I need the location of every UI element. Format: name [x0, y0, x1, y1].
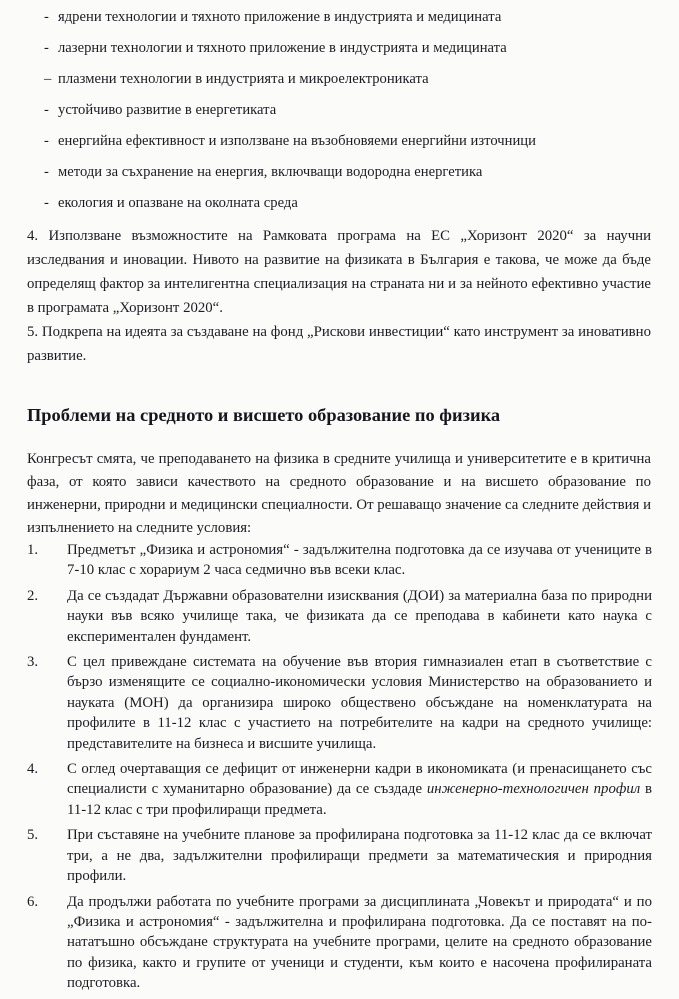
emphasized-profile-name: инженерно-технологичен профил	[426, 781, 641, 798]
list-item	[44, 39, 664, 70]
numbered-item	[27, 892, 652, 994]
list-item	[44, 132, 664, 163]
dash-marker: –	[44, 71, 52, 87]
list-item-text: енергийна ефективност и използване на възобновяеми енергийни източници	[58, 133, 536, 149]
list-item	[44, 8, 664, 39]
list-item-text: плазмени технологии в индустрията и микроелектрониката	[58, 71, 429, 87]
item-text: Да продължи работата по учебните програми за дисциплината „Човекът и природата“ и по „Физика и астрономия“ - задължителна и профилирана подготовка. Да се поставят на по-нататъшно обсъждане структурата на учебните програми, целите на средното образование по физика, както и групите от ученици и студенти, към които е насочена профилираната подготовка.	[67, 893, 652, 992]
dash-marker: -	[44, 102, 49, 118]
numbered-item	[27, 540, 652, 581]
paragraph-risk-fund: 5. Подкрепа на идеята за създаване на фонд „Рискови инвестиции“ като инструмент за иновативно развитие.	[27, 324, 651, 364]
item-number: 1.	[27, 542, 39, 558]
dash-marker: -	[44, 195, 49, 211]
item-number: 2.	[27, 587, 39, 604]
item-text: С цел привеждане системата на обучение във втория гимназиален етап в съответствие с бързо изменящите се социално-икономически условия Министерство на образованието и науката (МОН) да организира широко обществено обсъждане на номенклатурата на профилите в 11-12 клас с участието на потребителите на кадри на средното училище: представителите на бизнеса и висшите училища.	[67, 654, 652, 752]
list-item-text: методи за съхранение на енергия, включващи водородна енергетика	[58, 164, 483, 180]
list-item	[44, 194, 664, 225]
numbered-item	[27, 759, 652, 820]
numbered-item	[27, 825, 652, 886]
dash-marker: -	[44, 40, 49, 56]
list-item	[44, 163, 664, 194]
dash-marker: -	[44, 9, 49, 25]
item-number: 5.	[27, 827, 39, 844]
item-text: При съставяне на учебните планове за профилирана подготовка за 11-12 клас да се включат три, а не два, задължителни профилиращи предмети за математическия и природния профили.	[67, 827, 652, 885]
list-item-text: устойчиво развитие в енергетиката	[58, 102, 277, 118]
dash-marker: -	[44, 164, 49, 180]
item-text: Да се създадат Държавни образователни изисквания (ДОИ) за материална база по природни науки във всяко училище така, че физиката да се преподава в кабинети като наука с експериментален фундамент.	[67, 587, 652, 645]
item-number: 4.	[27, 761, 39, 778]
technology-areas-list	[44, 8, 664, 225]
item-number: 3.	[27, 654, 39, 671]
item-text-end: в 11-12 клас с три профилиращи предмета.	[67, 781, 652, 818]
dash-marker: -	[44, 133, 49, 149]
item-text	[67, 759, 652, 820]
list-item-text: лазерни технологии и тяхното приложение в индустрията и медицината	[58, 40, 507, 56]
section-heading: Проблеми на средното и висшето образование по физика	[27, 405, 501, 425]
item-text: Предметът „Физика и астрономия“ - задължителна подготовка да се изучава от учениците в 7-10 клас с хорариум 2 часа седмично във всеки клас.	[67, 542, 652, 579]
list-item-text: екология и опазване на околната среда	[58, 195, 298, 211]
numbered-item	[27, 586, 652, 647]
list-item-text: ядрени технологии и тяхното приложение в индустрията и медицината	[58, 9, 502, 25]
list-item	[44, 101, 664, 132]
intro-paragraph: Конгресът смята, че преподаването на физика в средните училища и университетите е в критична фаза, от която зависи качеството на средното образование и на висшето образование по инженерни, природни и медицински специалности. От решаващо значение са следните действия и изпълнението на следните условия:	[27, 451, 651, 536]
item-number: 6.	[27, 893, 39, 910]
numbered-conditions-list	[27, 540, 652, 999]
item-text-start: С оглед очертаващия се дефицит от инженерни кадри в икономиката (и пренасищането със специалисти с хуманитарно образование) да се създаде	[67, 761, 652, 798]
list-item	[44, 70, 664, 101]
paragraph-horizon-2020: 4. Използване възможностите на Рамковата програма на ЕС „Хоризонт 2020“ за научни изследвания и иновации. Нивото на развитие на физиката в България е такова, че може да бъде определящ фактор за интелигентна специализация на страната ни и за нейното ефективно участие в програмата „Хоризонт 2020“.	[27, 228, 651, 316]
numbered-item	[27, 652, 652, 754]
